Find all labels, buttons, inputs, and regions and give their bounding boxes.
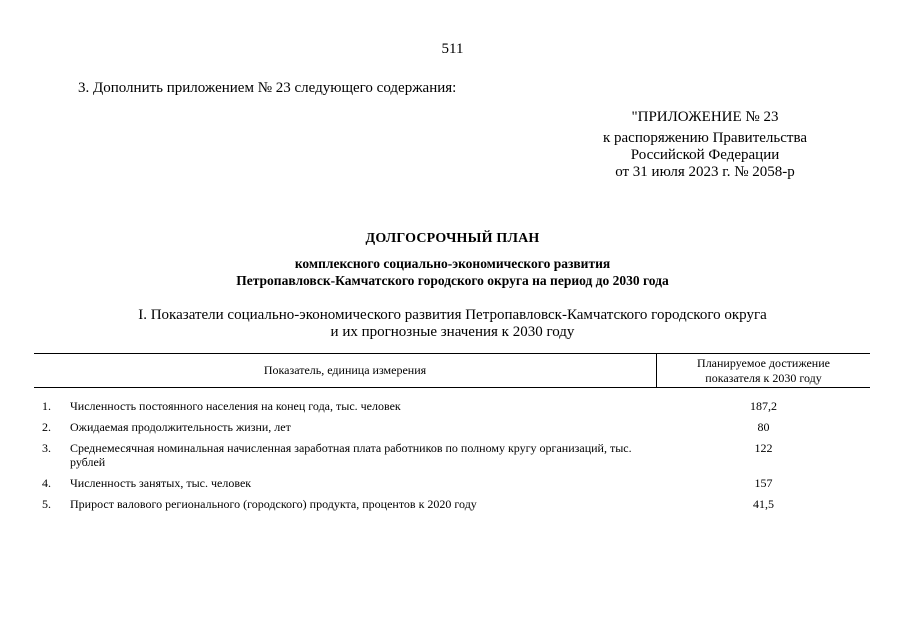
header-value-line-2: показателя к 2030 году <box>705 371 822 385</box>
appendix-block <box>580 109 830 181</box>
row-value: 157 <box>754 476 773 490</box>
row-indicator: Прирост валового регионального (городского) продукта, процентов к 2020 году <box>70 497 477 511</box>
row-number: 1. <box>42 399 51 413</box>
table-row <box>34 420 870 434</box>
row-number: 5. <box>42 497 51 511</box>
table-body <box>34 399 870 518</box>
appendix-line-2: Российской Федерации <box>630 147 780 163</box>
intro-paragraph: 3. Дополнить приложением № 23 следующего содержания: <box>78 80 457 96</box>
row-value: 187,2 <box>750 399 777 413</box>
page-number: 511 <box>441 41 464 57</box>
header-indicator: Показатель, единица измерения <box>263 363 427 377</box>
table-row <box>34 399 870 413</box>
table-row <box>34 441 870 469</box>
header-value <box>657 356 870 386</box>
plan-title: ДОЛГОСРОЧНЫЙ ПЛАН <box>365 231 540 246</box>
row-value: 41,5 <box>753 497 774 511</box>
table-row <box>34 497 870 511</box>
appendix-line-3: от 31 июля 2023 г. № 2058-р <box>615 164 795 180</box>
row-value: 122 <box>754 441 773 455</box>
row-indicator: Численность занятых, тыс. человек <box>70 476 252 490</box>
plan-subtitle-line-1: комплексного социально-экономического развития <box>294 256 611 271</box>
table-row <box>34 476 870 490</box>
table-header <box>34 353 870 388</box>
section-title-line-1: I. Показатели социально-экономического развития Петропавловск-Камчатского городского округа <box>138 307 767 323</box>
row-number: 3. <box>42 441 51 455</box>
row-value: 80 <box>757 420 770 434</box>
appendix-line-1: к распоряжению Правительства <box>602 130 807 146</box>
row-indicator: Численность постоянного населения на конец года, тыс. человек <box>70 399 401 413</box>
section-title-line-2: и их прогнозные значения к 2030 году <box>330 324 575 340</box>
row-indicator: Ожидаемая продолжительность жизни, лет <box>70 420 291 434</box>
header-value-line-1: Планируемое достижение <box>697 356 830 370</box>
section-title <box>0 307 905 341</box>
plan-subtitle <box>0 255 905 289</box>
row-number: 4. <box>42 476 51 490</box>
appendix-title: "ПРИЛОЖЕНИЕ № 23 <box>631 109 779 125</box>
row-indicator: Среднемесячная номинальная начисленная заработная плата работников по полному кругу организаций, тыс. рублей <box>70 441 632 469</box>
plan-subtitle-line-2: Петропавловск-Камчатского городского округа на период до 2030 года <box>236 273 669 288</box>
row-number: 2. <box>42 420 51 434</box>
